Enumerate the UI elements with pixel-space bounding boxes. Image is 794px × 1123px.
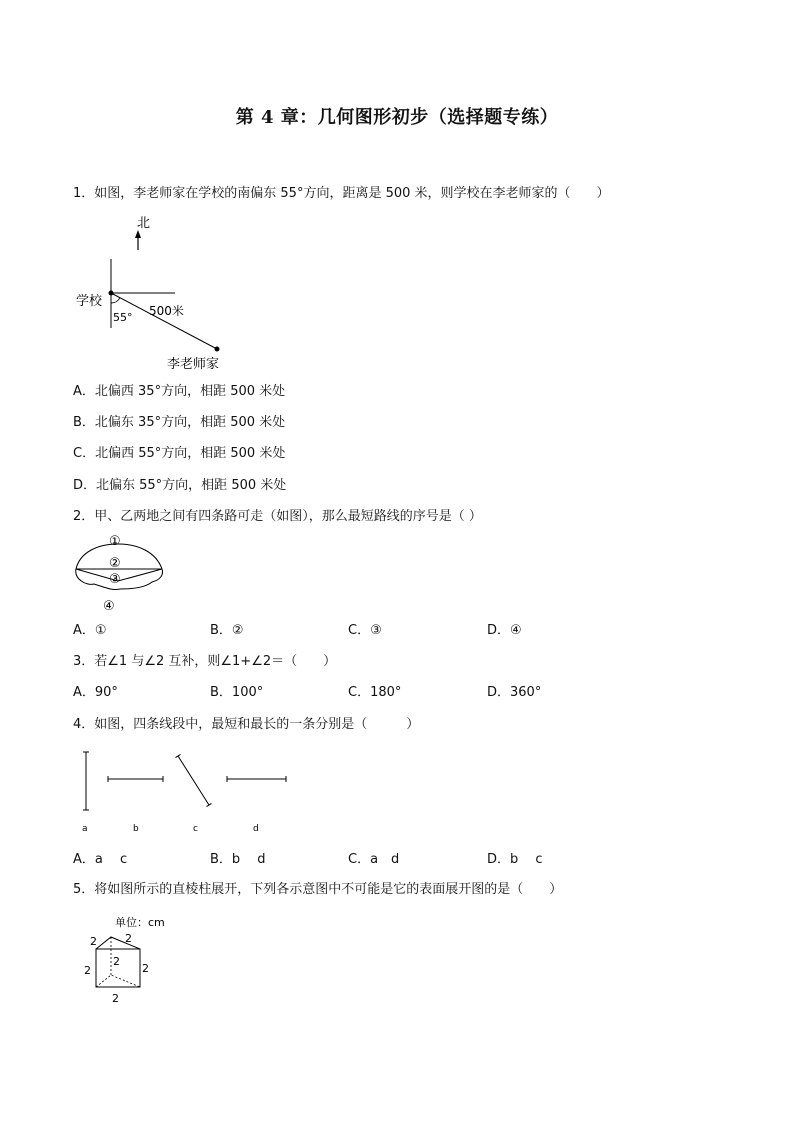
question-2-option-c: C．③ [348,623,382,638]
home-point [215,347,220,352]
question-1-option-a: A．北偏西 35°方向，相距 500 米处 [73,384,286,399]
route-1-label: ① [109,534,121,549]
segment-a-label: a [82,824,88,834]
angle-arc [111,298,120,303]
question-1-figure [70,208,240,373]
question-2-text: 2．甲、乙两地之间有四条路可走（如图），那么最短路线的序号是（ ） [73,509,482,524]
question-1-option-d: D．北偏东 55°方向，相距 500 米处 [73,478,287,493]
question-3-option-b: B．100° [210,685,264,700]
question-1-option-c: C．北偏西 55°方向，相距 500 米处 [73,446,286,461]
question-2-option-d: D．④ [487,623,522,638]
question-4-option-b: B．b d [210,852,266,867]
top-triangle [96,937,140,949]
question-2-figure [70,532,170,614]
question-3-text: 3．若∠1 与∠2 互补，则∠1+∠2＝（ ） [73,654,337,669]
dim-right: 2 [142,962,149,975]
question-3-option-c: C．180° [348,685,402,700]
question-4-option-d: D．b c [487,852,543,867]
question-1-option-b: B．北偏东 35°方向，相距 500 米处 [73,415,286,430]
question-2-option-b: B．② [210,623,244,638]
dim-left: 2 [84,964,91,977]
hidden-bottom-edges [96,975,140,987]
question-3-option-a: A．90° [73,685,118,700]
distance-label: 500米 [149,304,184,318]
school-label: 学校 [76,294,103,309]
question-4-option-a: A．a c [73,852,128,867]
unit-label: 单位：cm [115,916,165,929]
segment-b-label: b [133,824,139,834]
question-2-option-a: A．① [73,623,107,638]
question-4-option-c: C．a d [348,852,400,867]
route-3-label: ③ [109,572,121,587]
dim-top-left: 2 [90,935,97,948]
question-1-text: 1．如图，李老师家在学校的南偏东 55°方向，距离是 500 米，则学校在李老师家的（ ） [73,186,610,201]
question-5-text: 5．将如图所示的直棱柱展开，下列各示意图中不可能是它的表面展开图的是（ ） [73,882,563,897]
dim-bottom: 2 [112,992,119,1005]
dim-top-right: 2 [125,932,132,945]
question-5-figure [78,910,178,1010]
page-title: 第 4 章：几何图形初步（选择题专练） [235,107,559,128]
home-label: 李老师家 [167,357,220,372]
segment-d-label: d [253,824,259,834]
school-point [109,291,114,296]
angle-label: 55° [113,311,133,324]
north-arrow-icon [135,230,141,238]
segment-c [178,756,209,805]
route-2-label: ② [109,556,121,571]
dim-center: 2 [113,955,120,968]
north-label: 北 [137,216,151,231]
question-4-text: 4．如图，四条线段中，最短和最长的一条分别是（ ） [73,717,420,732]
question-4-figure [75,745,305,840]
question-3-option-d: D．360° [487,685,542,700]
segment-c-label: c [193,824,198,834]
route-4-label: ④ [103,599,115,614]
